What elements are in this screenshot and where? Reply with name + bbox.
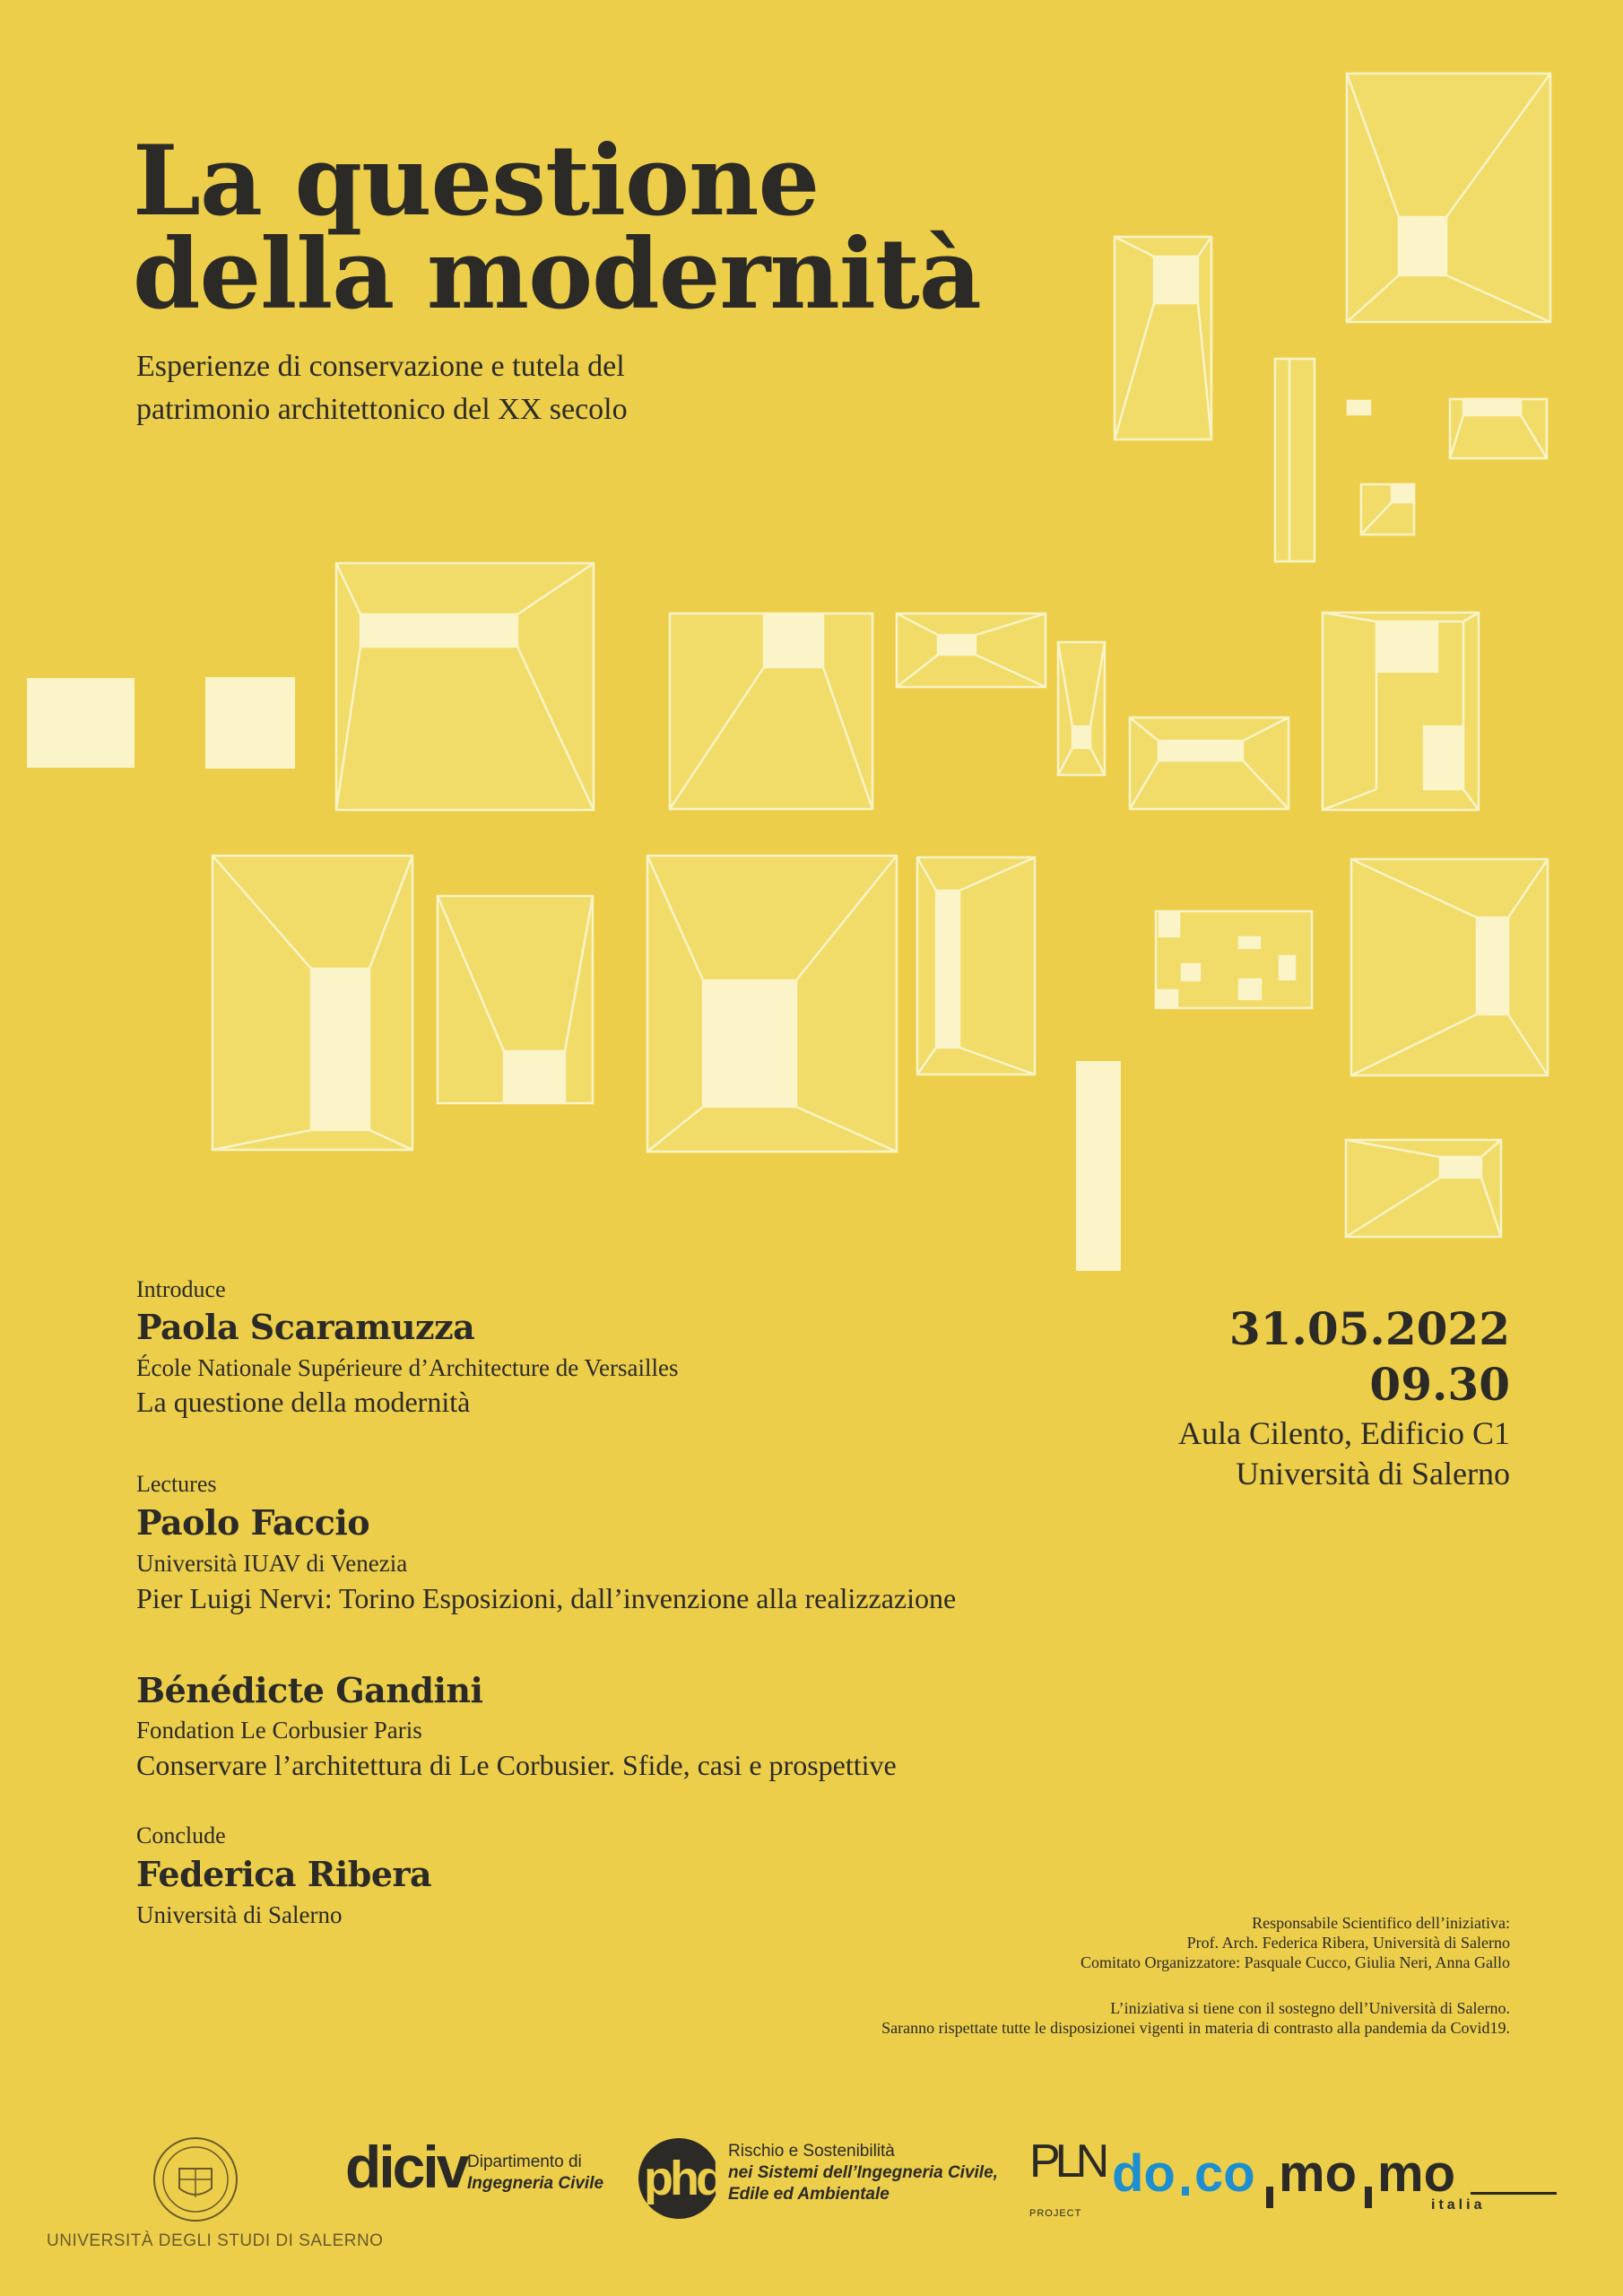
speaker-affiliation-faccio: Università IUAV di Venezia (136, 1550, 408, 1577)
speaker-affiliation-gandini: Fondation Le Corbusier Paris (136, 1717, 422, 1744)
plan-tall-1 (1115, 237, 1211, 439)
docomomo-italia: italia (1431, 2197, 1486, 2213)
university-name: UNIVERSITÀ DEGLI STUDI DI SALERNO (47, 2231, 384, 2250)
subtitle-line-2: patrimonio architettonico del XX secolo (136, 393, 628, 426)
plan-lower-2 (438, 896, 593, 1103)
lectures-label: Lectures (136, 1471, 217, 1497)
diciv-line-1: Dipartimento di (467, 2152, 582, 2171)
credits-line-2: Prof. Arch. Federica Ribera, Università di Salerno (1186, 1934, 1510, 1952)
plan-middle-5 (1130, 718, 1289, 809)
plan-small-square-2 (1361, 484, 1414, 535)
speaker-name-ribera: Federica Ribera (136, 1854, 432, 1894)
talk-title-scaramuzza: La questione della modernità (136, 1386, 471, 1418)
speaker-name-scaramuzza: Paola Scaramuzza (136, 1307, 475, 1347)
subtitle-line-1: Esperienze di conservazione e tutela del (136, 350, 625, 383)
phd-line-3: Edile ed Ambientale (728, 2185, 890, 2204)
plan-solid-tall (1076, 1061, 1121, 1271)
event-room: Aula Cilento, Edificio C1 (1178, 1415, 1510, 1451)
diciv-mark: diciv (345, 2134, 467, 2200)
docomomo-separator-2 (1266, 2187, 1273, 2208)
event-venue: Università di Salerno (1236, 1456, 1510, 1492)
credits-line-5: Saranno rispettate tutte le disposizionei vigenti in materia di contrasto alla pandemia da Covid19. (881, 2019, 1510, 2037)
docomomo-separator-3 (1365, 2187, 1372, 2208)
organizers-credits (1081, 1913, 1510, 1972)
plan-solid-left-1 (27, 678, 135, 768)
speaker-name-faccio: Paolo Faccio (136, 1502, 370, 1543)
university-seal-logo (151, 2135, 240, 2224)
phd-mark: phd (644, 2152, 722, 2205)
seal-icon (151, 2135, 240, 2224)
support-notice (881, 1998, 1510, 2038)
plan-middle-large (336, 563, 594, 810)
docomomo-co: co (1194, 2144, 1255, 2203)
conclude-label: Conclude (136, 1822, 226, 1848)
event-date: 31.05.2022 (1228, 1302, 1510, 1355)
plan-lower-6 (1351, 859, 1548, 1075)
plan-slim-vertical (1275, 359, 1315, 561)
plan-middle-4 (1058, 642, 1105, 775)
plan-lower-4 (917, 857, 1035, 1074)
plan-middle-6 (1323, 613, 1479, 810)
plan-lower-7 (1346, 1140, 1501, 1237)
credits-line-1: Responsabile Scientifico dell’iniziativa: (1252, 1914, 1510, 1932)
plan-lower-5 (1156, 911, 1312, 1008)
pln-sub: PROJECT (1029, 2208, 1082, 2219)
docomomo-do: do (1112, 2144, 1176, 2203)
phd-line-2: nei Sistemi dell’Ingegneria Civile, (728, 2163, 998, 2182)
speaker-affiliation-scaramuzza: École Nationale Supérieure d’Architecture de Versailles (136, 1354, 679, 1381)
title-line-1: La questione (133, 125, 820, 238)
credits-line-3: Comitato Organizzatore: Pasquale Cucco, Giulia Neri, Anna Gallo (1080, 1953, 1510, 1971)
pln-mark: PLN (1029, 2135, 1105, 2187)
docomomo-logo (1112, 2144, 1560, 2215)
plan-lower-3 (647, 856, 897, 1152)
plan-middle-3 (897, 613, 1046, 687)
phd-line-1: Rischio e Sostenibilità (728, 2142, 895, 2161)
event-time: 09.30 (1369, 1358, 1510, 1411)
plan-solid-left-2 (205, 677, 295, 769)
docomomo-mo-2: mo (1377, 2144, 1455, 2203)
docomomo-separator-1 (1182, 2187, 1189, 2196)
diciv-line-2: Ingegneria Civile (467, 2174, 604, 2193)
plan-small-right (1450, 399, 1547, 458)
docomomo-underline (1471, 2192, 1557, 2195)
pln-project-logo (1028, 2135, 1105, 2224)
speaker-affiliation-ribera: Università di Salerno (136, 1901, 343, 1928)
title-line-2: della modernità (133, 218, 981, 331)
plan-small-square (1348, 401, 1370, 414)
plan-middle-2 (670, 613, 872, 809)
plan-top-right-large (1347, 74, 1550, 322)
credits-line-4: L’iniziativa si tiene con il sostegno dell’Università di Salerno. (1110, 1999, 1510, 2017)
plan-lower-1 (213, 856, 412, 1150)
introduce-label: Introduce (136, 1276, 226, 1302)
talk-title-faccio: Pier Luigi Nervi: Torino Esposizioni, dall’invenzione alla realizzazione (136, 1582, 957, 1614)
talk-title-gandini: Conservare l’architettura di Le Corbusier. Sfide, casi e prospettive (136, 1749, 897, 1781)
speaker-name-gandini: Bénédicte Gandini (136, 1670, 483, 1710)
docomomo-mo-1: mo (1279, 2144, 1357, 2203)
